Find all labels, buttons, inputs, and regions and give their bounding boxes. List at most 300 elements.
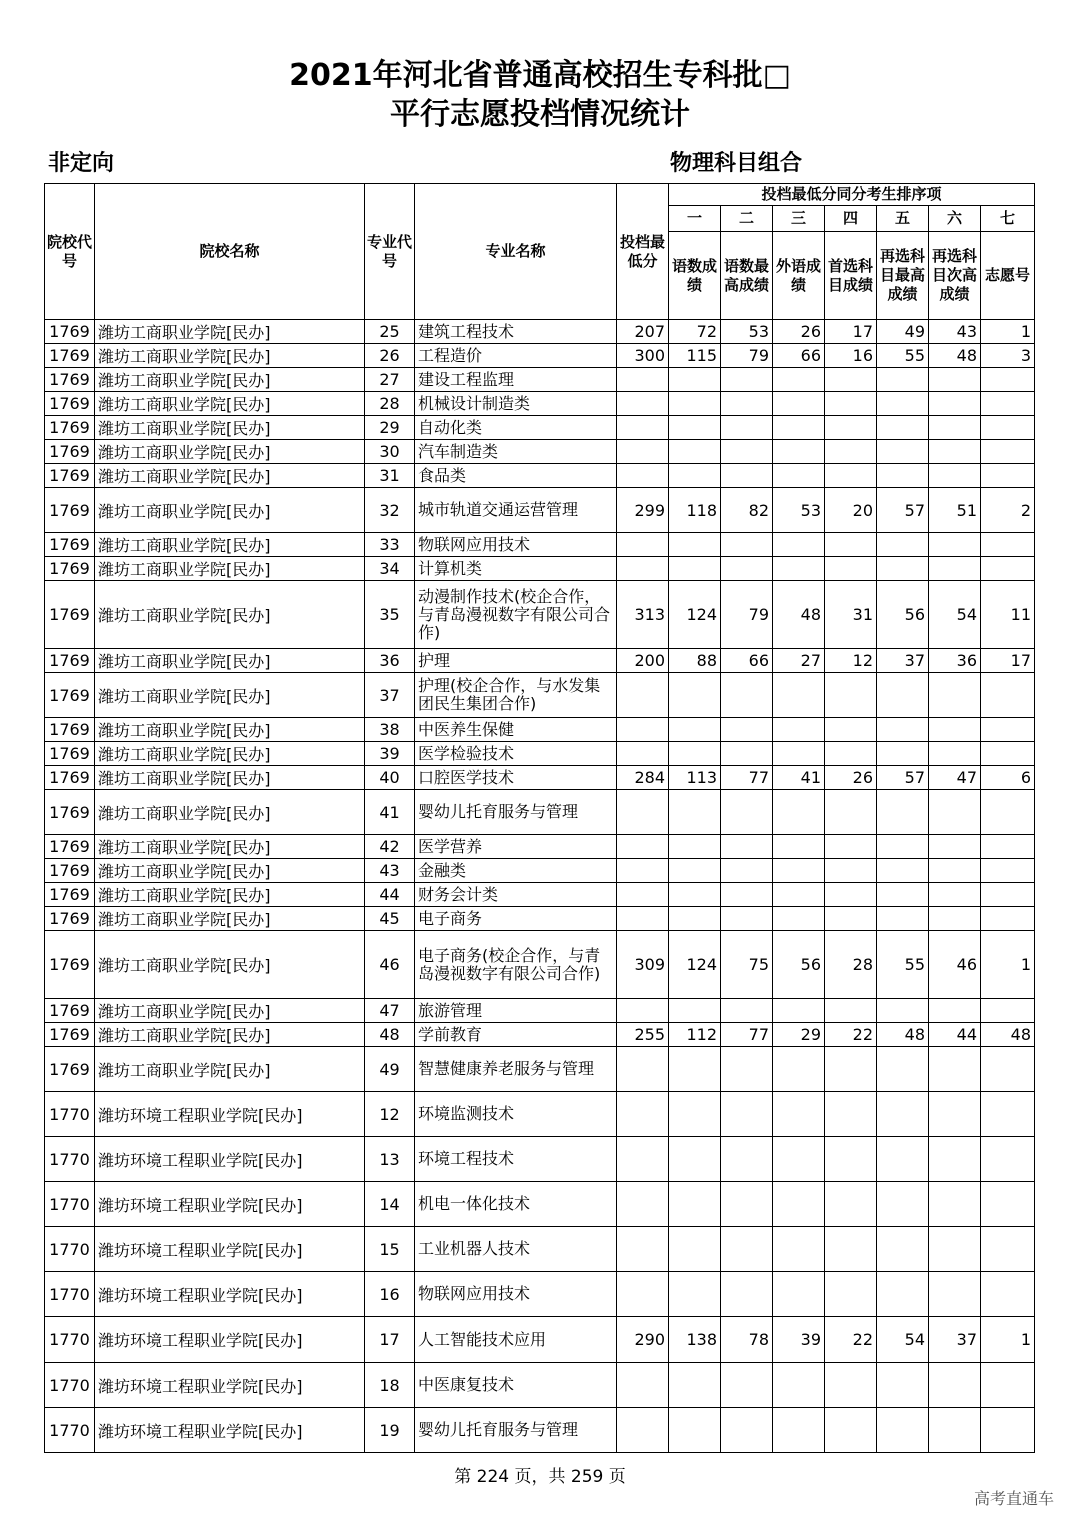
- major-name-cell: 机械设计制造类: [415, 392, 617, 416]
- first-subject-cell: 12: [825, 649, 877, 673]
- first-subject-cell: 26: [825, 766, 877, 790]
- elective-max-cell: [877, 533, 929, 557]
- chinese-math-score-cell: [669, 1092, 721, 1137]
- major-name-cell: 中医康复技术: [415, 1363, 617, 1408]
- chinese-math-max-cell: 77: [721, 1023, 773, 1047]
- min-score-cell: [617, 440, 669, 464]
- table-row: [45, 344, 1035, 368]
- chinese-math-max-cell: [721, 835, 773, 859]
- school-name-cell: 潍坊环境工程职业学院[民办]: [95, 1227, 365, 1272]
- elective-second-cell: [929, 999, 981, 1023]
- school-code-cell: 1769: [45, 488, 95, 533]
- major-name-cell: 医学营养: [415, 835, 617, 859]
- elective-max-cell: [877, 1182, 929, 1227]
- header-sort-item-1: 语数成绩: [669, 232, 721, 320]
- foreign-language-cell: [773, 742, 825, 766]
- header-order-4: 四: [825, 206, 877, 232]
- elective-second-cell: 54: [929, 581, 981, 649]
- elective-second-cell: [929, 742, 981, 766]
- header-order-3: 三: [773, 206, 825, 232]
- min-score-cell: [617, 1272, 669, 1317]
- preference-number-cell: [981, 1182, 1035, 1227]
- major-name-cell: 物联网应用技术: [415, 533, 617, 557]
- school-code-cell: 1769: [45, 581, 95, 649]
- chinese-math-max-cell: 77: [721, 766, 773, 790]
- major-name-cell: 计算机类: [415, 557, 617, 581]
- major-code-cell: 15: [365, 1227, 415, 1272]
- header-major-name: 专业名称: [415, 184, 617, 320]
- foreign-language-cell: [773, 1227, 825, 1272]
- header-tiebreak-group: 投档最低分同分考生排序项: [669, 184, 1035, 206]
- first-subject-cell: [825, 883, 877, 907]
- major-name-cell: 工程造价: [415, 344, 617, 368]
- elective-second-cell: [929, 1092, 981, 1137]
- min-score-cell: [617, 1137, 669, 1182]
- table-row: [45, 1182, 1035, 1227]
- min-score-cell: 255: [617, 1023, 669, 1047]
- elective-max-cell: [877, 673, 929, 718]
- admission-table: [44, 183, 1035, 1453]
- school-code-cell: 1770: [45, 1092, 95, 1137]
- school-name-cell: 潍坊工商职业学院[民办]: [95, 835, 365, 859]
- chinese-math-score-cell: [669, 999, 721, 1023]
- foreign-language-cell: 56: [773, 931, 825, 999]
- chinese-math-score-cell: [669, 907, 721, 931]
- elective-second-cell: 36: [929, 649, 981, 673]
- preference-number-cell: [981, 416, 1035, 440]
- major-code-cell: 28: [365, 392, 415, 416]
- elective-max-cell: [877, 1227, 929, 1272]
- foreign-language-cell: [773, 557, 825, 581]
- header-sort-item-4: 首选科目成绩: [825, 232, 877, 320]
- chinese-math-score-cell: [669, 883, 721, 907]
- table-row: [45, 1272, 1035, 1317]
- school-code-cell: 1769: [45, 790, 95, 835]
- elective-second-cell: [929, 557, 981, 581]
- table-row: [45, 766, 1035, 790]
- table-row: [45, 999, 1035, 1023]
- chinese-math-score-cell: [669, 557, 721, 581]
- table-row: [45, 718, 1035, 742]
- preference-number-cell: 11: [981, 581, 1035, 649]
- first-subject-cell: [825, 533, 877, 557]
- chinese-math-max-cell: [721, 883, 773, 907]
- elective-max-cell: [877, 718, 929, 742]
- preference-number-cell: [981, 1137, 1035, 1182]
- preference-number-cell: [981, 1227, 1035, 1272]
- preference-number-cell: 2: [981, 488, 1035, 533]
- chinese-math-score-cell: 88: [669, 649, 721, 673]
- elective-second-cell: [929, 1047, 981, 1092]
- chinese-math-score-cell: 124: [669, 581, 721, 649]
- foreign-language-cell: [773, 999, 825, 1023]
- foreign-language-cell: [773, 1272, 825, 1317]
- preference-number-cell: [981, 790, 1035, 835]
- school-name-cell: 潍坊工商职业学院[民办]: [95, 1023, 365, 1047]
- major-code-cell: 46: [365, 931, 415, 999]
- major-name-cell: 医学检验技术: [415, 742, 617, 766]
- table-row: [45, 859, 1035, 883]
- min-score-cell: [617, 557, 669, 581]
- header-order-2: 二: [721, 206, 773, 232]
- chinese-math-score-cell: [669, 533, 721, 557]
- first-subject-cell: [825, 416, 877, 440]
- category-label: 非定向: [48, 151, 115, 176]
- major-code-cell: 30: [365, 440, 415, 464]
- elective-max-cell: 55: [877, 344, 929, 368]
- chinese-math-score-cell: 113: [669, 766, 721, 790]
- min-score-cell: [617, 1363, 669, 1408]
- min-score-cell: 300: [617, 344, 669, 368]
- major-name-cell: 人工智能技术应用: [415, 1317, 617, 1363]
- chinese-math-max-cell: 79: [721, 581, 773, 649]
- chinese-math-max-cell: 66: [721, 649, 773, 673]
- table-row: [45, 790, 1035, 835]
- first-subject-cell: [825, 999, 877, 1023]
- first-subject-cell: 16: [825, 344, 877, 368]
- major-code-cell: 31: [365, 464, 415, 488]
- chinese-math-max-cell: [721, 1408, 773, 1453]
- school-code-cell: 1769: [45, 766, 95, 790]
- major-code-cell: 37: [365, 673, 415, 718]
- table-row: [45, 368, 1035, 392]
- preference-number-cell: [981, 440, 1035, 464]
- chinese-math-max-cell: [721, 557, 773, 581]
- chinese-math-score-cell: 118: [669, 488, 721, 533]
- table-row: [45, 557, 1035, 581]
- first-subject-cell: [825, 1182, 877, 1227]
- first-subject-cell: [825, 907, 877, 931]
- header-sort-item-3: 外语成绩: [773, 232, 825, 320]
- chinese-math-max-cell: [721, 742, 773, 766]
- elective-max-cell: [877, 392, 929, 416]
- first-subject-cell: [825, 718, 877, 742]
- elective-max-cell: [877, 742, 929, 766]
- elective-second-cell: [929, 416, 981, 440]
- school-name-cell: 潍坊工商职业学院[民办]: [95, 1047, 365, 1092]
- elective-max-cell: 57: [877, 766, 929, 790]
- major-name-cell: 食品类: [415, 464, 617, 488]
- chinese-math-max-cell: [721, 907, 773, 931]
- elective-max-cell: [877, 1408, 929, 1453]
- preference-number-cell: [981, 533, 1035, 557]
- first-subject-cell: [825, 557, 877, 581]
- preference-number-cell: [981, 883, 1035, 907]
- school-name-cell: 潍坊工商职业学院[民办]: [95, 907, 365, 931]
- elective-max-cell: [877, 790, 929, 835]
- foreign-language-cell: [773, 1137, 825, 1182]
- preference-number-cell: [981, 1408, 1035, 1453]
- header-order-5: 五: [877, 206, 929, 232]
- min-score-cell: [617, 392, 669, 416]
- first-subject-cell: [825, 1227, 877, 1272]
- elective-max-cell: 49: [877, 320, 929, 344]
- major-code-cell: 14: [365, 1182, 415, 1227]
- chinese-math-max-cell: 82: [721, 488, 773, 533]
- foreign-language-cell: 48: [773, 581, 825, 649]
- elective-max-cell: 57: [877, 488, 929, 533]
- table-row: [45, 464, 1035, 488]
- first-subject-cell: [825, 392, 877, 416]
- elective-second-cell: 46: [929, 931, 981, 999]
- major-code-cell: 25: [365, 320, 415, 344]
- foreign-language-cell: [773, 416, 825, 440]
- chinese-math-max-cell: [721, 1227, 773, 1272]
- major-code-cell: 12: [365, 1092, 415, 1137]
- school-code-cell: 1769: [45, 557, 95, 581]
- header-order-1: 一: [669, 206, 721, 232]
- school-code-cell: 1770: [45, 1272, 95, 1317]
- table-row: [45, 1317, 1035, 1363]
- elective-second-cell: [929, 859, 981, 883]
- major-name-cell: 汽车制造类: [415, 440, 617, 464]
- elective-max-cell: [877, 464, 929, 488]
- major-code-cell: 16: [365, 1272, 415, 1317]
- chinese-math-max-cell: [721, 718, 773, 742]
- min-score-cell: [617, 883, 669, 907]
- chinese-math-max-cell: [721, 533, 773, 557]
- min-score-cell: [617, 416, 669, 440]
- school-name-cell: 潍坊工商职业学院[民办]: [95, 790, 365, 835]
- preference-number-cell: [981, 673, 1035, 718]
- major-name-cell: 金融类: [415, 859, 617, 883]
- major-code-cell: 32: [365, 488, 415, 533]
- foreign-language-cell: [773, 392, 825, 416]
- min-score-cell: 200: [617, 649, 669, 673]
- major-name-cell: 财务会计类: [415, 883, 617, 907]
- chinese-math-max-cell: [721, 1363, 773, 1408]
- elective-max-cell: [877, 440, 929, 464]
- major-code-cell: 49: [365, 1047, 415, 1092]
- chinese-math-score-cell: [669, 464, 721, 488]
- major-code-cell: 39: [365, 742, 415, 766]
- min-score-cell: [617, 1047, 669, 1092]
- min-score-cell: 309: [617, 931, 669, 999]
- foreign-language-cell: 39: [773, 1317, 825, 1363]
- chinese-math-max-cell: [721, 790, 773, 835]
- school-name-cell: 潍坊工商职业学院[民办]: [95, 649, 365, 673]
- school-name-cell: 潍坊工商职业学院[民办]: [95, 440, 365, 464]
- chinese-math-max-cell: [721, 1182, 773, 1227]
- school-code-cell: 1770: [45, 1408, 95, 1453]
- major-code-cell: 35: [365, 581, 415, 649]
- major-name-cell: 中医养生保健: [415, 718, 617, 742]
- major-code-cell: 17: [365, 1317, 415, 1363]
- elective-second-cell: [929, 464, 981, 488]
- preference-number-cell: 1: [981, 320, 1035, 344]
- school-name-cell: 潍坊环境工程职业学院[民办]: [95, 1182, 365, 1227]
- chinese-math-score-cell: 115: [669, 344, 721, 368]
- table-header: [45, 184, 1035, 320]
- major-name-cell: 学前教育: [415, 1023, 617, 1047]
- school-name-cell: 潍坊工商职业学院[民办]: [95, 533, 365, 557]
- foreign-language-cell: [773, 1047, 825, 1092]
- table-body: [45, 320, 1035, 1453]
- first-subject-cell: [825, 464, 877, 488]
- school-code-cell: 1770: [45, 1317, 95, 1363]
- school-name-cell: 潍坊工商职业学院[民办]: [95, 718, 365, 742]
- school-code-cell: 1770: [45, 1137, 95, 1182]
- elective-second-cell: 44: [929, 1023, 981, 1047]
- school-code-cell: 1769: [45, 931, 95, 999]
- major-name-cell: 智慧健康养老服务与管理: [415, 1047, 617, 1092]
- school-code-cell: 1769: [45, 907, 95, 931]
- min-score-cell: [617, 859, 669, 883]
- table-row: [45, 488, 1035, 533]
- table-row: [45, 1047, 1035, 1092]
- elective-second-cell: [929, 1137, 981, 1182]
- school-code-cell: 1769: [45, 718, 95, 742]
- table-row: [45, 440, 1035, 464]
- chinese-math-score-cell: [669, 1408, 721, 1453]
- chinese-math-score-cell: [669, 392, 721, 416]
- chinese-math-score-cell: [669, 1047, 721, 1092]
- preference-number-cell: 1: [981, 931, 1035, 999]
- foreign-language-cell: [773, 368, 825, 392]
- header-min-score: 投档最低分: [617, 184, 669, 320]
- foreign-language-cell: [773, 907, 825, 931]
- elective-max-cell: 54: [877, 1317, 929, 1363]
- school-code-cell: 1769: [45, 392, 95, 416]
- preference-number-cell: 17: [981, 649, 1035, 673]
- first-subject-cell: [825, 368, 877, 392]
- chinese-math-score-cell: [669, 1137, 721, 1182]
- elective-max-cell: [877, 1047, 929, 1092]
- foreign-language-cell: 27: [773, 649, 825, 673]
- chinese-math-score-cell: [669, 790, 721, 835]
- min-score-cell: [617, 835, 669, 859]
- foreign-language-cell: [773, 859, 825, 883]
- elective-max-cell: [877, 907, 929, 931]
- major-name-cell: 建筑工程技术: [415, 320, 617, 344]
- elective-max-cell: [877, 835, 929, 859]
- school-name-cell: 潍坊环境工程职业学院[民办]: [95, 1317, 365, 1363]
- header-sort-item-7: 志愿号: [981, 232, 1035, 320]
- elective-max-cell: [877, 1272, 929, 1317]
- school-name-cell: 潍坊工商职业学院[民办]: [95, 883, 365, 907]
- first-subject-cell: [825, 742, 877, 766]
- table-row: [45, 907, 1035, 931]
- major-code-cell: 36: [365, 649, 415, 673]
- table-row: [45, 1092, 1035, 1137]
- elective-second-cell: [929, 907, 981, 931]
- chinese-math-score-cell: 124: [669, 931, 721, 999]
- elective-second-cell: 43: [929, 320, 981, 344]
- school-name-cell: 潍坊工商职业学院[民办]: [95, 766, 365, 790]
- school-code-cell: 1769: [45, 883, 95, 907]
- foreign-language-cell: [773, 790, 825, 835]
- preference-number-cell: 6: [981, 766, 1035, 790]
- elective-second-cell: [929, 440, 981, 464]
- min-score-cell: [617, 1227, 669, 1272]
- table-row: [45, 673, 1035, 718]
- foreign-language-cell: 26: [773, 320, 825, 344]
- preference-number-cell: [981, 368, 1035, 392]
- foreign-language-cell: [773, 1092, 825, 1137]
- chinese-math-max-cell: [721, 999, 773, 1023]
- table-row: [45, 1023, 1035, 1047]
- school-name-cell: 潍坊工商职业学院[民办]: [95, 859, 365, 883]
- min-score-cell: 284: [617, 766, 669, 790]
- chinese-math-score-cell: 72: [669, 320, 721, 344]
- major-code-cell: 34: [365, 557, 415, 581]
- header-school-code: 院校代号: [45, 184, 95, 320]
- elective-max-cell: [877, 859, 929, 883]
- first-subject-cell: [825, 835, 877, 859]
- table-row: [45, 931, 1035, 999]
- preference-number-cell: [981, 859, 1035, 883]
- chinese-math-score-cell: [669, 718, 721, 742]
- first-subject-cell: [825, 1272, 877, 1317]
- first-subject-cell: 17: [825, 320, 877, 344]
- table-row: [45, 392, 1035, 416]
- foreign-language-cell: [773, 1363, 825, 1408]
- table-row: [45, 1227, 1035, 1272]
- school-code-cell: 1769: [45, 859, 95, 883]
- first-subject-cell: 31: [825, 581, 877, 649]
- major-name-cell: 电子商务(校企合作，与青岛漫视数字有限公司合作): [415, 931, 617, 999]
- page-title-line-1: 2021年河北省普通高校招生专科批□: [289, 58, 791, 93]
- table-row: [45, 581, 1035, 649]
- elective-max-cell: [877, 883, 929, 907]
- major-name-cell: 动漫制作技术(校企合作，与青岛漫视数字有限公司合作): [415, 581, 617, 649]
- foreign-language-cell: [773, 718, 825, 742]
- min-score-cell: [617, 464, 669, 488]
- min-score-cell: [617, 790, 669, 835]
- major-name-cell: 旅游管理: [415, 999, 617, 1023]
- major-code-cell: 47: [365, 999, 415, 1023]
- elective-second-cell: [929, 1182, 981, 1227]
- chinese-math-max-cell: [721, 859, 773, 883]
- elective-second-cell: 37: [929, 1317, 981, 1363]
- table-row: [45, 1137, 1035, 1182]
- preference-number-cell: [981, 1047, 1035, 1092]
- school-name-cell: 潍坊工商职业学院[民办]: [95, 344, 365, 368]
- elective-max-cell: 56: [877, 581, 929, 649]
- elective-max-cell: 55: [877, 931, 929, 999]
- foreign-language-cell: [773, 1408, 825, 1453]
- school-code-cell: 1770: [45, 1227, 95, 1272]
- table-row: [45, 1363, 1035, 1408]
- elective-second-cell: 48: [929, 344, 981, 368]
- header-sort-item-5: 再选科目最高成绩: [877, 232, 929, 320]
- major-code-cell: 38: [365, 718, 415, 742]
- min-score-cell: [617, 1092, 669, 1137]
- school-code-cell: 1769: [45, 533, 95, 557]
- header-sort-item-6: 再选科目次高成绩: [929, 232, 981, 320]
- major-name-cell: 婴幼儿托育服务与管理: [415, 790, 617, 835]
- page-title-line-2: 平行志愿投档情况统计: [390, 97, 690, 132]
- header-school-name: 院校名称: [95, 184, 365, 320]
- chinese-math-max-cell: [721, 1047, 773, 1092]
- school-name-cell: 潍坊环境工程职业学院[民办]: [95, 1408, 365, 1453]
- preference-number-cell: [981, 557, 1035, 581]
- elective-second-cell: [929, 1227, 981, 1272]
- min-score-cell: [617, 742, 669, 766]
- min-score-cell: 299: [617, 488, 669, 533]
- elective-max-cell: [877, 1092, 929, 1137]
- elective-second-cell: [929, 790, 981, 835]
- chinese-math-score-cell: [669, 440, 721, 464]
- chinese-math-score-cell: [669, 742, 721, 766]
- preference-number-cell: 48: [981, 1023, 1035, 1047]
- school-code-cell: 1769: [45, 464, 95, 488]
- chinese-math-max-cell: [721, 392, 773, 416]
- school-name-cell: 潍坊工商职业学院[民办]: [95, 931, 365, 999]
- major-code-cell: 27: [365, 368, 415, 392]
- foreign-language-cell: [773, 673, 825, 718]
- preference-number-cell: [981, 1272, 1035, 1317]
